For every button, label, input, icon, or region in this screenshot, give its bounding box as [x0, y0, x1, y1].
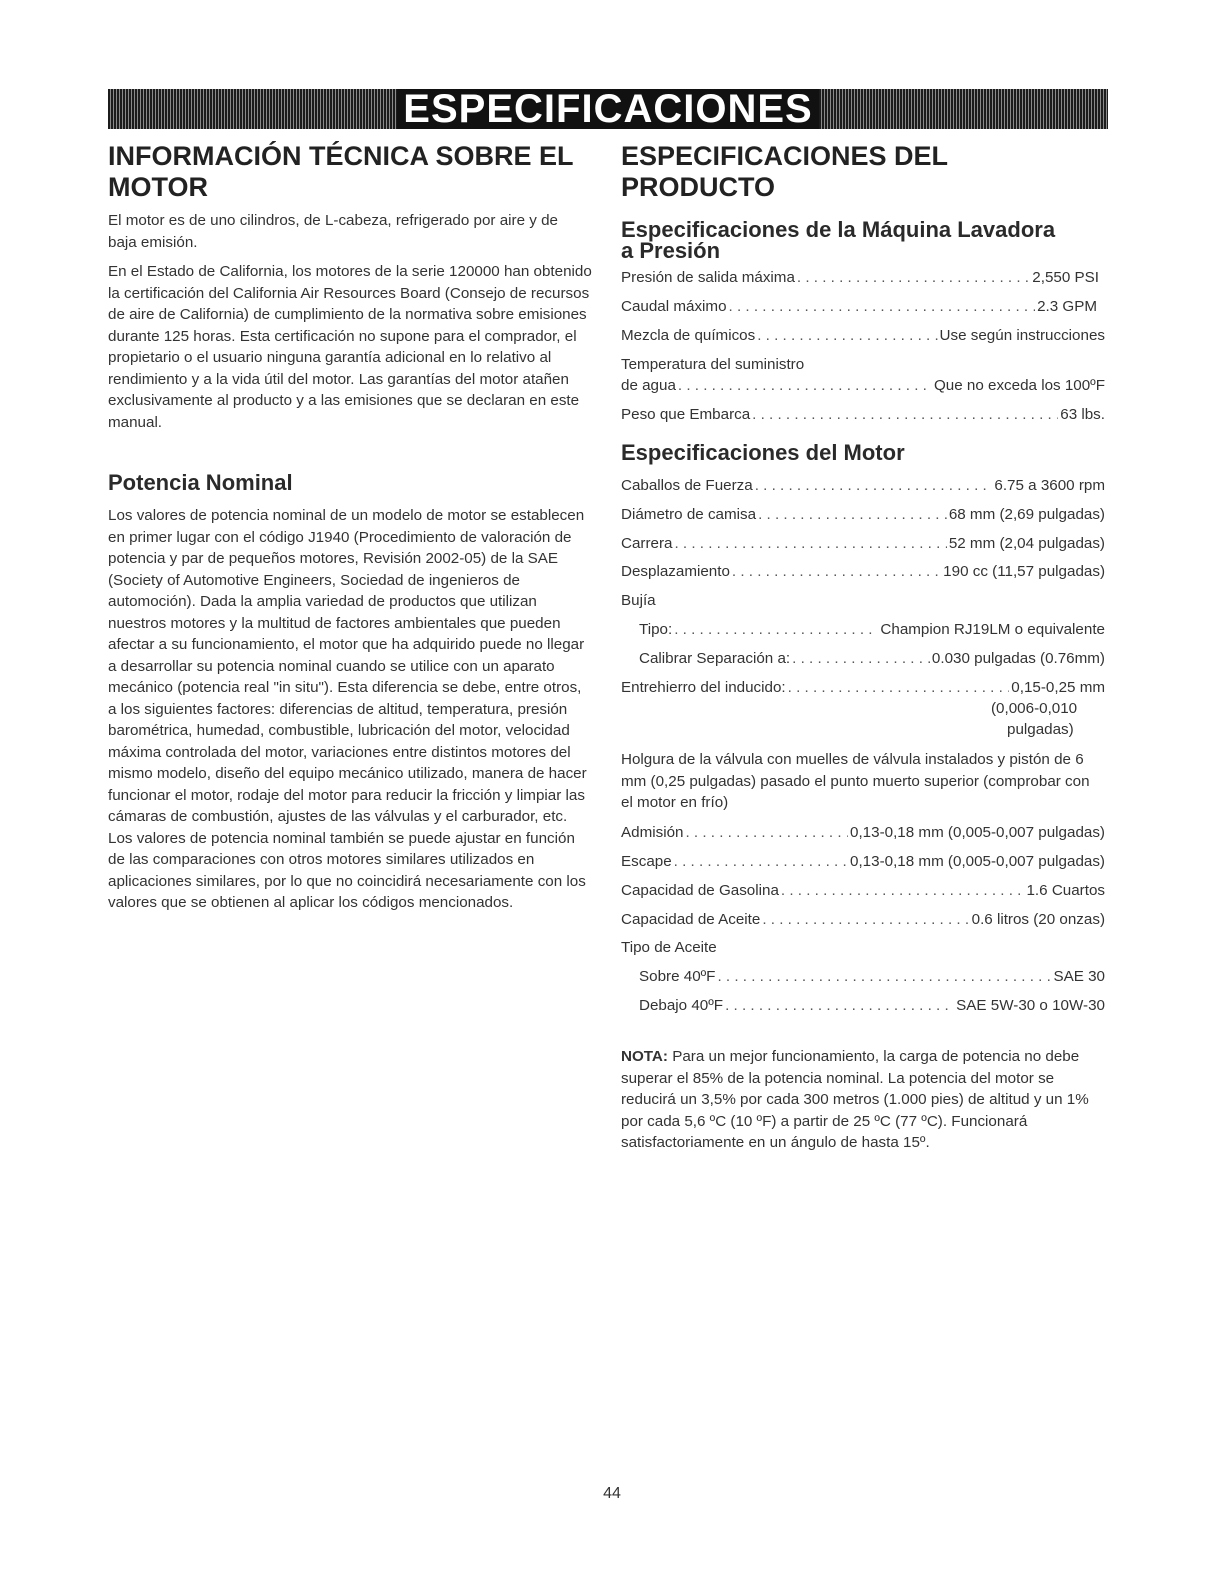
spec-row: Capacidad de Aceite . . . 0.6 litros (20 onzas) — [621, 910, 1105, 930]
note-text: Para un mejor funcionamiento, la carga de potencia no debe superar el 85% de la potencia nominal. La potencia del motor se reducirá un 3,5% por cada 300 metros (1.000 pies) de altitud y un 1% por cada 5,6 ºC (10 ºF) a partir de 25 ºC (77 ºC). Funcionará satisfactoriamente en un ángulo de hasta 15º. — [621, 1048, 1089, 1151]
section-banner — [108, 89, 1108, 129]
spec-row: Sobre 40ºF . . . SAE 30 — [639, 967, 1105, 987]
oil-type-label: Tipo de Aceite — [621, 939, 717, 956]
spec-row: Mezcla de químicos . . . Use según instrucciones — [621, 326, 1105, 346]
rated-power-heading: Potencia Nominal — [108, 470, 293, 495]
spec-row: Calibrar Separación a: . . . 0.030 pulgadas (0.76mm) — [639, 649, 1105, 669]
banner-title: ESPECIFICACIONES — [397, 89, 818, 129]
valve-clearance-paragraph: Holgura de la válvula con muelles de válvula instalados y pistón de 6 mm (0,25 pulgadas) pasado el punto muerto superior (comprobar con el motor en frío) — [621, 751, 1090, 811]
spec-row: Entrehierro del inducido: . . . 0,15-0,25 mm — [621, 678, 1105, 698]
spec-row: Caballos de Fuerza . . . 6.75 a 3600 rpm — [621, 476, 1105, 496]
armature-gap-value-line3: pulgadas) — [1007, 721, 1074, 738]
engine-intro-paragraph: El motor es de uno cilindros, de L-cabeza, refrigerado por aire y de baja emisión. — [108, 212, 558, 251]
washer-specs-heading-line2: a Presión — [621, 238, 721, 263]
spec-row: Caudal máximo . . . 2.3 GPM — [621, 297, 1097, 317]
spark-plug-label: Bujía — [621, 592, 656, 609]
page-number: 44 — [603, 1485, 621, 1502]
engine-info-heading-line2: MOTOR — [108, 172, 208, 202]
note-label: NOTA: — [621, 1048, 668, 1065]
spec-row: Diámetro de camisa . . . 68 mm (2,69 pulgadas) — [621, 505, 1105, 525]
spec-row: de agua . . . Que no exceda los 100ºF — [621, 376, 1105, 396]
engine-info-heading-line1: INFORMACIÓN TÉCNICA SOBRE EL — [108, 141, 574, 171]
motor-specs-heading: Especificaciones del Motor — [621, 440, 905, 465]
note-paragraph — [621, 1046, 1103, 1154]
spec-row: Peso que Embarca . . . 63 lbs. — [621, 405, 1105, 425]
armature-gap-value-line2: (0,006-0,010 — [991, 700, 1078, 717]
spec-row: Admisión . . . 0,13-0,18 mm (0,005-0,007 pulgadas) — [621, 823, 1105, 843]
product-specs-heading-line1: ESPECIFICACIONES DEL — [621, 141, 949, 171]
california-certification-paragraph: En el Estado de California, los motores de la serie 120000 han obtenido la certificación del California Air Resources Board (Consejo de recursos de aire de California) de cumplimiento de la normativa sobre emisiones durante 125 horas. Esta certificación no supone para el comprador, el propietario o el usuario ninguna garantía adicional en lo relativo al rendimiento y a la vida útil del motor. Las garantías del motor atañen exclusivamente al producto y a las emisiones que se declaran en este manual. — [108, 263, 592, 431]
spec-row: Tipo: . . . Champion RJ19LM o equivalente — [639, 620, 1105, 640]
spec-row: Presión de salida máxima . . . 2,550 PSI — [621, 268, 1099, 288]
rated-power-paragraph: Los valores de potencia nominal de un modelo de motor se establecen en primer lugar con el código J1940 (Procedimiento de valoración de potencia y par de pequeños motores, Revisión 2002-05) de la SAE (Society of Automotive Engineers, Sociedad de ingenieros de automoción). Dada la amplia variedad de productos que utilizan nuestros motores y la multitud de factores ambientales que pueden afectar a su funcionamiento, el motor que ha adquirido puede no llegar a desarrollar su potencia nominal cuando se utilice con un aparato mecánico (potencia real "in situ"). Esta diferencia se debe, entre otros, a los siguientes factores: diferencias de altitud, temperatura, presión barométrica, humedad, combustible, lubricación del motor, velocidad máxima controlada del motor, variaciones entre distintos motores del mismo modelo, diseño del equipo mecánico utilizado, manera de hacer funcionar el motor, rodaje del motor para reducir la fricción y limpiar las cámaras de combustión, ajustes de las válvulas y el carburador, etc. Los valores de potencia nominal también se puede ajustar en función de las comparaciones con otros motores similares utilizados en aplicaciones similares, por lo que no coincidirá necesariamente con los valores que se obtienen al aplicar los códigos mencionados. — [108, 507, 587, 911]
water-temp-label: Temperatura del suministro — [621, 356, 805, 373]
washer-specs-heading-line1: Especificaciones de la Máquina Lavadora — [621, 217, 1056, 242]
spec-row: Carrera . . . 52 mm (2,04 pulgadas) — [621, 534, 1105, 554]
spec-row: Capacidad de Gasolina . . . 1.6 Cuartos — [621, 881, 1105, 901]
spec-row: Debajo 40ºF . . . SAE 5W-30 o 10W-30 — [639, 996, 1105, 1016]
spec-row: Desplazamiento . . . 190 cc (11,57 pulgadas) — [621, 562, 1105, 582]
product-specs-heading-line2: PRODUCTO — [621, 172, 776, 202]
spec-row: Escape . . . 0,13-0,18 mm (0,005-0,007 pulgadas) — [621, 852, 1105, 872]
